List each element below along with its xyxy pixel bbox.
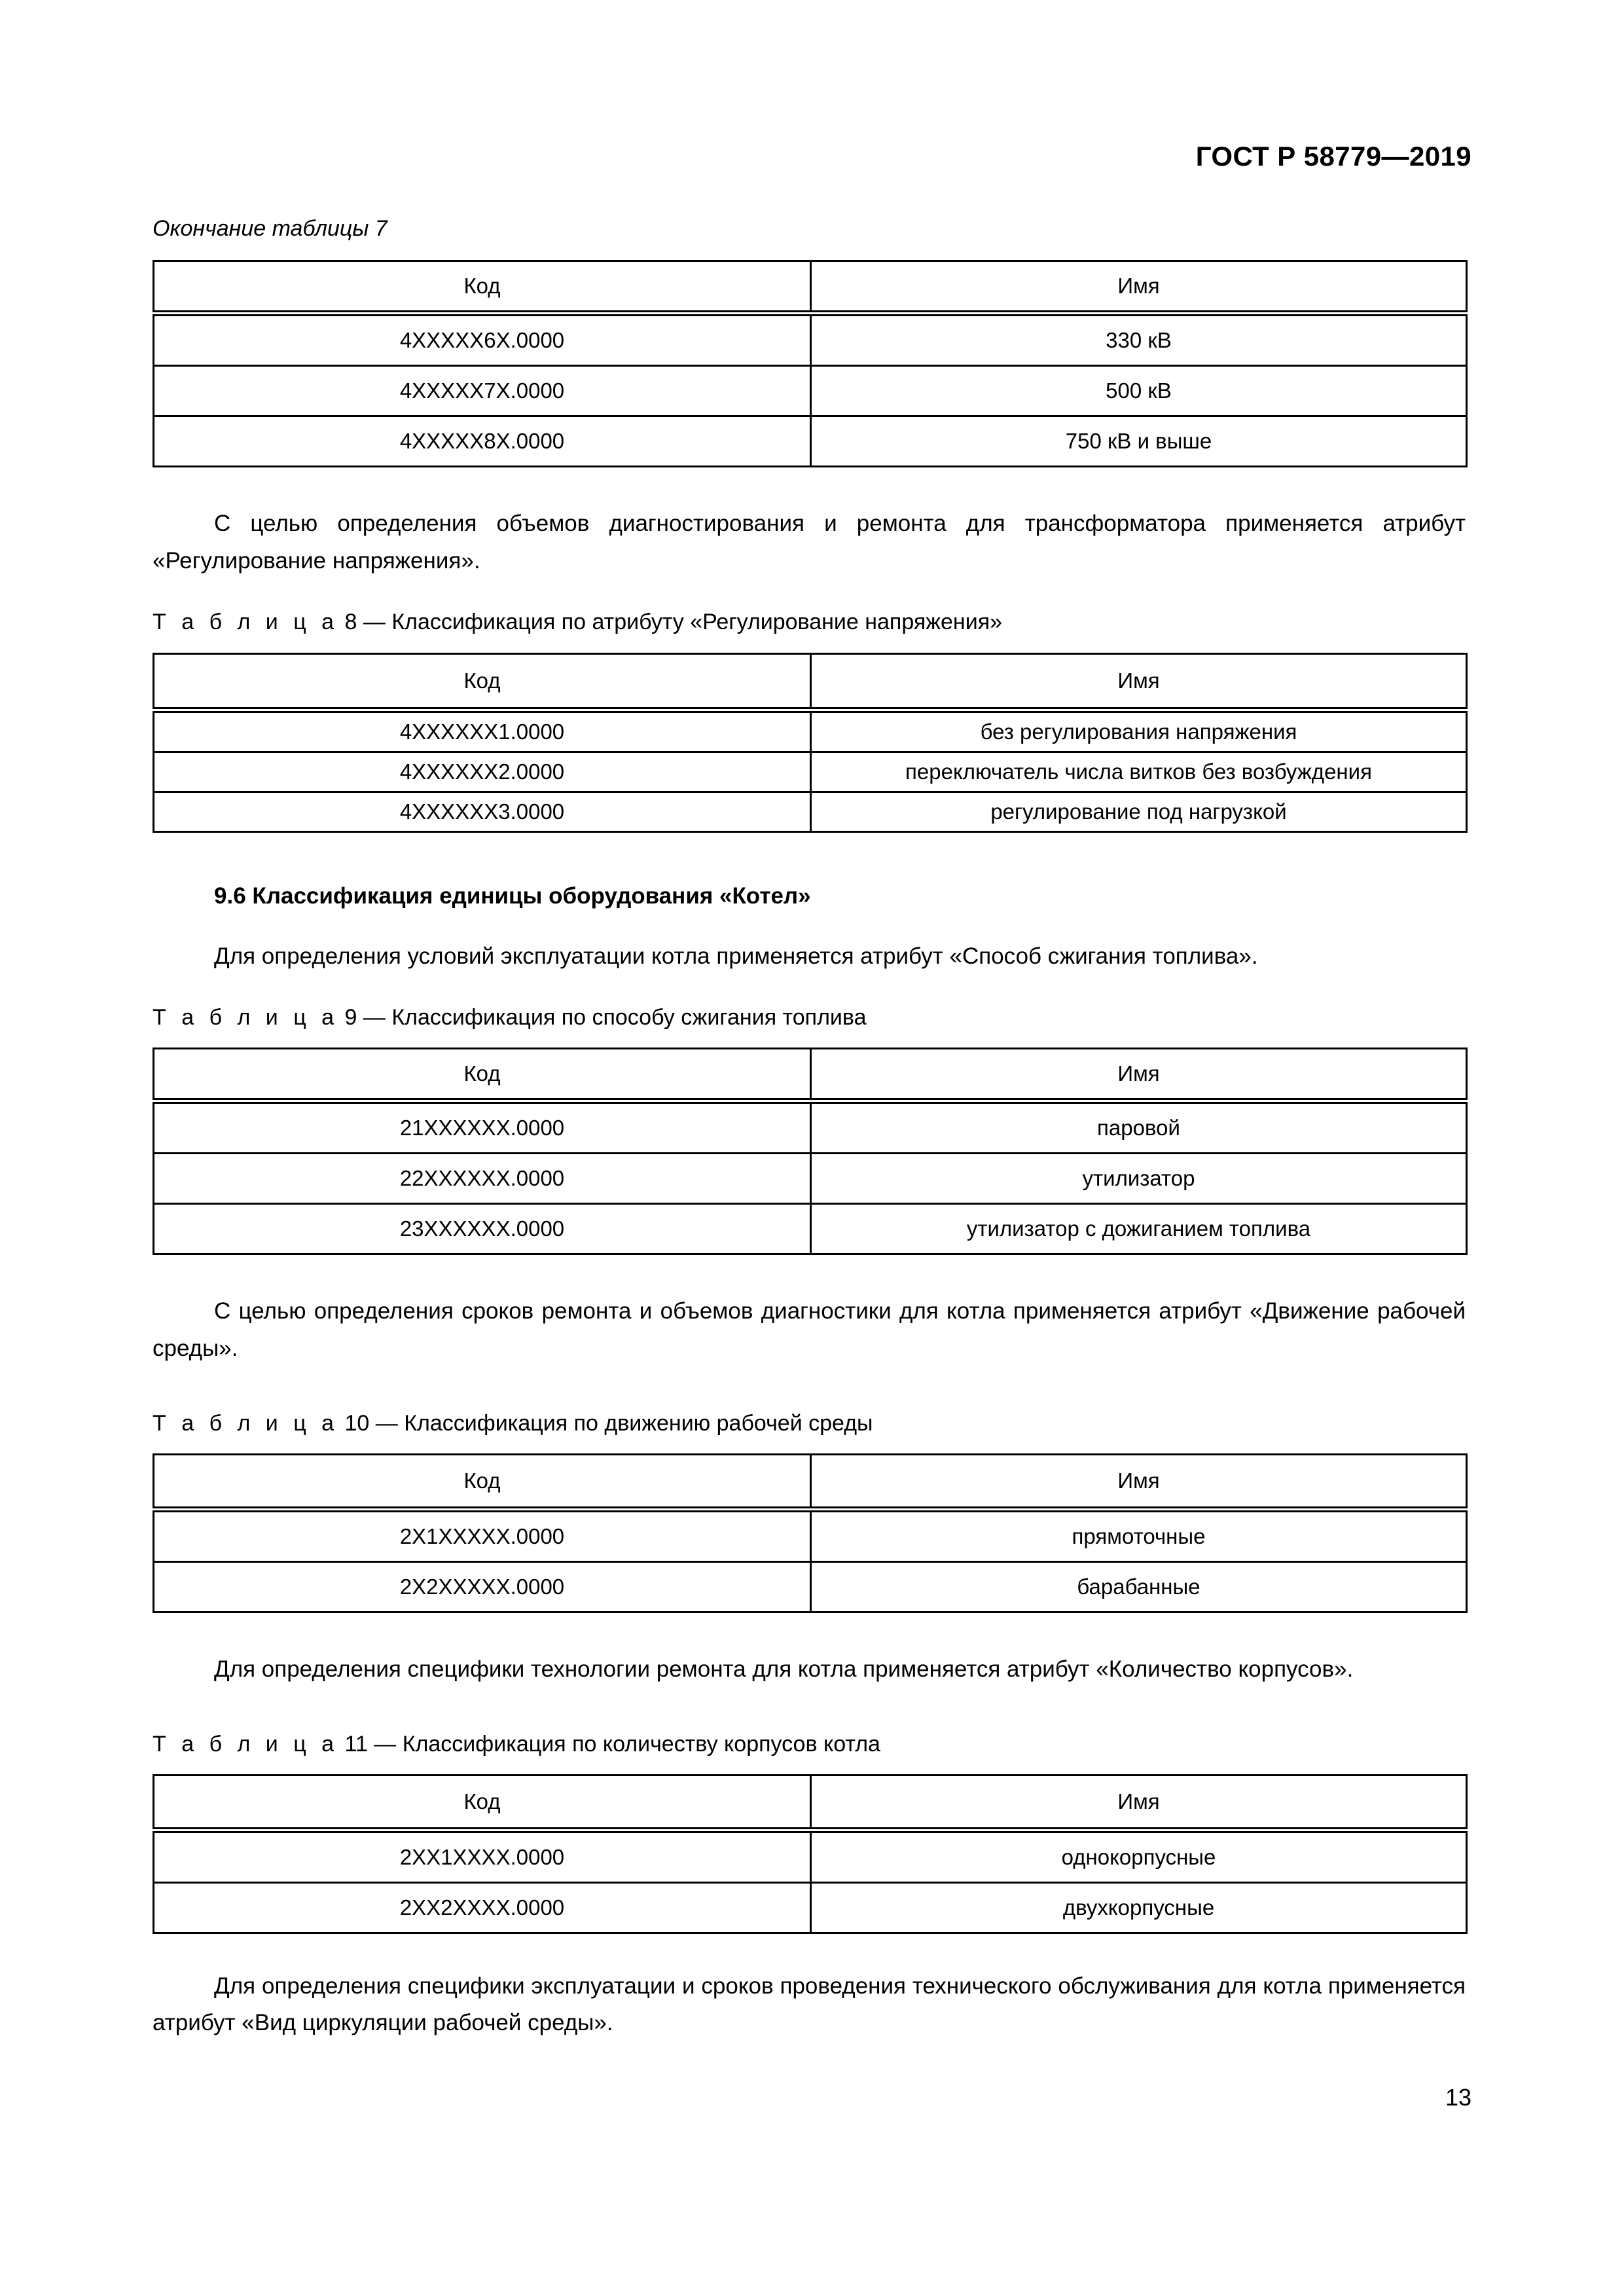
cell-name: утилизатор с дожиганием топлива [811,1204,1467,1254]
table-row [154,1101,1467,1154]
table11-caption-dash: — [374,1731,397,1757]
cell-code: 2X2XXXXX.0000 [154,1561,811,1612]
cell-name: без регулирования напряжения [811,710,1467,752]
table8-caption [153,610,1466,635]
table-row [154,752,1467,792]
table8-caption-title: Классификация по атрибуту «Регулирование напряжения» [391,610,1003,635]
table9-caption-dash: — [363,1005,386,1030]
cell-code: 4XXXXXX1.0000 [154,710,811,752]
column-header-name: Имя [811,1775,1467,1830]
column-header-code: Код [154,261,811,314]
table-11 [153,1774,1468,1934]
cell-name: прямоточные [811,1509,1467,1561]
table-row [154,1204,1467,1254]
table-row [154,366,1467,416]
table-9 [153,1048,1468,1255]
cell-name: однокорпусные [811,1830,1467,1882]
table-row [154,710,1467,752]
table-row [154,1154,1467,1204]
section-heading-9-6: 9.6 Классификация единицы оборудования «Котел» [214,883,811,909]
cell-code: 2XX2XXXX.0000 [154,1882,811,1933]
column-header-code: Код [154,1454,811,1509]
table-7 [153,260,1468,467]
cell-code: 4XXXXX6X.0000 [154,314,811,366]
table-header-row [154,653,1467,710]
table10-caption-number: 10 [344,1410,370,1436]
table11-caption-title: Классификация по количеству корпусов котла [402,1731,880,1757]
cell-name: 750 кВ и выше [811,416,1467,467]
column-header-code: Код [154,1775,811,1830]
document-header: ГОСТ Р 58779—2019 [1195,141,1471,172]
table-row [154,314,1467,366]
cell-name: утилизатор [811,1154,1467,1204]
table-row [154,1882,1467,1933]
table8-caption-label: Т а б л и ц а [153,610,339,635]
table9-caption-label: Т а б л и ц а [153,1005,339,1030]
paragraph-hull-count: Для определения специфики технологии ремонта для котла применяется атрибут «Количество корпусов». [214,1656,1354,1682]
column-header-code: Код [154,653,811,710]
table10-caption-title: Классификация по движению рабочей среды [404,1410,873,1436]
table9-caption-title: Классификация по способу сжигания топлива [391,1005,867,1030]
page-content [153,216,1466,2042]
table-header-row [154,1049,1467,1101]
cell-code: 4XXXXX7X.0000 [154,366,811,416]
cell-code: 2X1XXXXX.0000 [154,1509,811,1561]
column-header-name: Имя [811,1454,1467,1509]
table-header-row [154,1775,1467,1830]
cell-name: переключатель числа витков без возбуждения [811,752,1467,792]
table7-continuation-caption: Окончание таблицы 7 [153,216,388,241]
table-row [154,416,1467,467]
cell-name: двухкорпусные [811,1882,1467,1933]
column-header-name: Имя [811,1049,1467,1101]
table-row [154,1830,1467,1882]
cell-name: барабанные [811,1561,1467,1612]
table10-caption-dash: — [375,1410,398,1436]
table-header-row [154,261,1467,314]
page-number: 13 [1445,2084,1471,2111]
cell-code: 4XXXXX8X.0000 [154,416,811,467]
column-header-name: Имя [811,653,1467,710]
cell-code: 4XXXXXX2.0000 [154,752,811,792]
table11-caption [153,1732,1466,1757]
cell-name: паровой [811,1101,1467,1154]
column-header-code: Код [154,1049,811,1101]
cell-name: 330 кВ [811,314,1467,366]
table10-caption-label: Т а б л и ц а [153,1410,339,1436]
table-10 [153,1453,1468,1613]
table-row [154,792,1467,831]
cell-code: 2XX1XXXX.0000 [154,1830,811,1882]
table-header-row [154,1454,1467,1509]
table10-caption [153,1411,1466,1436]
table11-caption-label: Т а б л и ц а [153,1731,339,1757]
paragraph-circulation-type: Для определения специфики эксплуатации и сроков проведения технического обслуживания для котла применяется атрибут «Вид циркуляции рабочей среды». [153,1973,1466,2036]
column-header-name: Имя [811,261,1467,314]
paragraph-voltage-regulation: С целью определения объемов диагностирования и ремонта для трансформатора применяется атрибут «Регулирование напряжения». [153,511,1466,574]
table8-caption-dash: — [363,610,386,635]
cell-code: 4XXXXXX3.0000 [154,792,811,831]
paragraph-working-medium-motion: С целью определения сроков ремонта и объемов диагностики для котла применяется атрибут «Движение рабочей среды». [153,1298,1466,1362]
table-row [154,1561,1467,1612]
cell-name: регулирование под нагрузкой [811,792,1467,831]
table-8 [153,653,1468,833]
table11-caption-number: 11 [344,1731,368,1757]
table9-caption [153,1005,1466,1030]
table-row [154,1509,1467,1561]
table9-caption-number: 9 [344,1005,357,1030]
cell-name: 500 кВ [811,366,1467,416]
cell-code: 22XXXXXX.0000 [154,1154,811,1204]
table8-caption-number: 8 [344,610,357,635]
cell-code: 23XXXXXX.0000 [154,1204,811,1254]
paragraph-fuel-combustion: Для определения условий эксплуатации котла применяется атрибут «Способ сжигания топлива». [214,943,1258,969]
cell-code: 21XXXXXX.0000 [154,1101,811,1154]
